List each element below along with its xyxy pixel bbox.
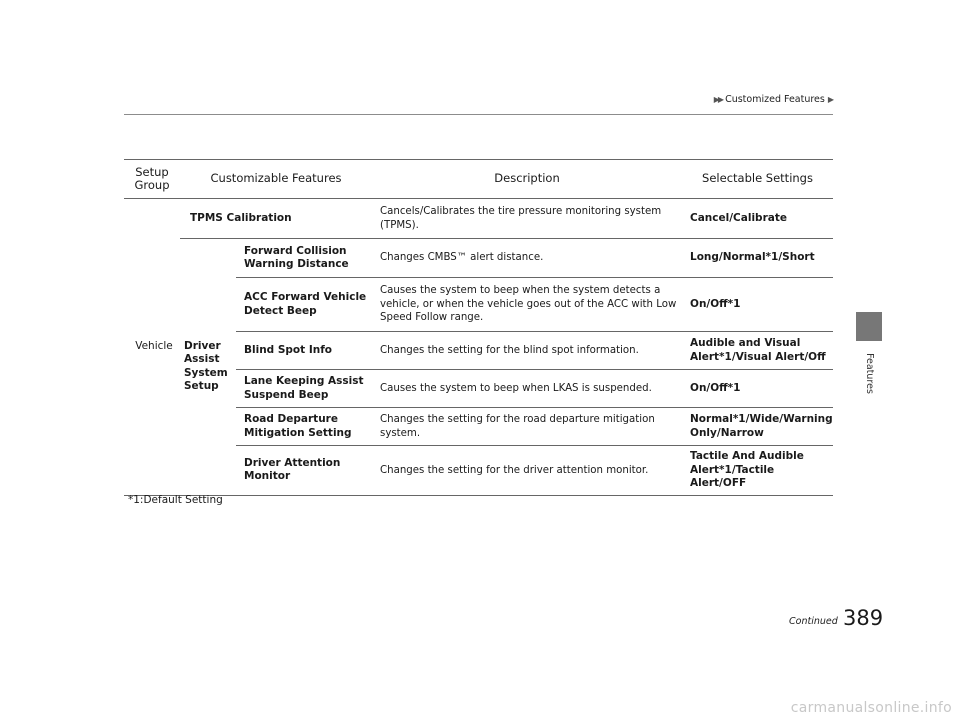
header-selectable-settings: Selectable Settings	[682, 160, 833, 199]
feature-settings: Normal*1/Wide/Warning Only/Narrow	[682, 408, 833, 446]
chapter-tab-label: Features	[863, 352, 875, 394]
feature-description: Causes the system to beep when the system detects a vehicle, or when the vehicle goes out of the ACC with Low Speed Follow range.	[372, 278, 682, 332]
chapter-tab-marker	[856, 312, 882, 341]
breadcrumb-section[interactable]: Customized Features	[725, 94, 825, 105]
header-customizable-features: Customizable Features	[180, 160, 372, 199]
page-number: 389	[843, 606, 884, 630]
feature-name: Driver Attention Monitor	[236, 446, 372, 496]
setup-group-vehicle: Vehicle	[124, 199, 180, 496]
feature-description: Cancels/Calibrates the tire pressure monitoring system (TPMS).	[372, 199, 682, 239]
subgroup-driver-assist: Driver Assist System Setup	[180, 239, 236, 496]
feature-name: Forward Collision Warning Distance	[236, 239, 372, 278]
feature-name: Blind Spot Info	[236, 332, 372, 370]
continued-label: Continued	[789, 616, 838, 627]
feature-name: Road Departure Mitigation Setting	[236, 408, 372, 446]
footnote: *1:Default Setting	[128, 494, 223, 506]
breadcrumb	[714, 94, 832, 105]
table-row	[124, 199, 833, 239]
feature-description: Changes CMBS™ alert distance.	[372, 239, 682, 278]
table-row	[124, 239, 833, 278]
feature-settings: Audible and Visual Alert*1/Visual Alert/Off	[682, 332, 833, 370]
feature-description: Changes the setting for the driver attention monitor.	[372, 446, 682, 496]
header-rule	[124, 114, 833, 115]
feature-description: Changes the setting for the road departure mitigation system.	[372, 408, 682, 446]
feature-description: Changes the setting for the blind spot information.	[372, 332, 682, 370]
watermark: carmanualsonline.info	[790, 700, 952, 716]
feature-settings: Long/Normal*1/Short	[682, 239, 833, 278]
feature-settings: Cancel/Calibrate	[682, 199, 833, 239]
triangle-right-icon: ▶▶	[713, 95, 723, 104]
header-setup-group: Setup Group	[124, 160, 180, 199]
customizable-features-table	[124, 159, 833, 496]
feature-name: Lane Keeping Assist Suspend Beep	[236, 370, 372, 408]
feature-settings: On/Off*1	[682, 370, 833, 408]
feature-name: TPMS Calibration	[180, 199, 372, 239]
feature-description: Causes the system to beep when LKAS is suspended.	[372, 370, 682, 408]
feature-settings: Tactile And Audible Alert*1/Tactile Alert/OFF	[682, 446, 833, 496]
triangle-right-icon: ▶	[827, 95, 832, 104]
header-description: Description	[372, 160, 682, 199]
feature-name: ACC Forward Vehicle Detect Beep	[236, 278, 372, 332]
feature-settings: On/Off*1	[682, 278, 833, 332]
